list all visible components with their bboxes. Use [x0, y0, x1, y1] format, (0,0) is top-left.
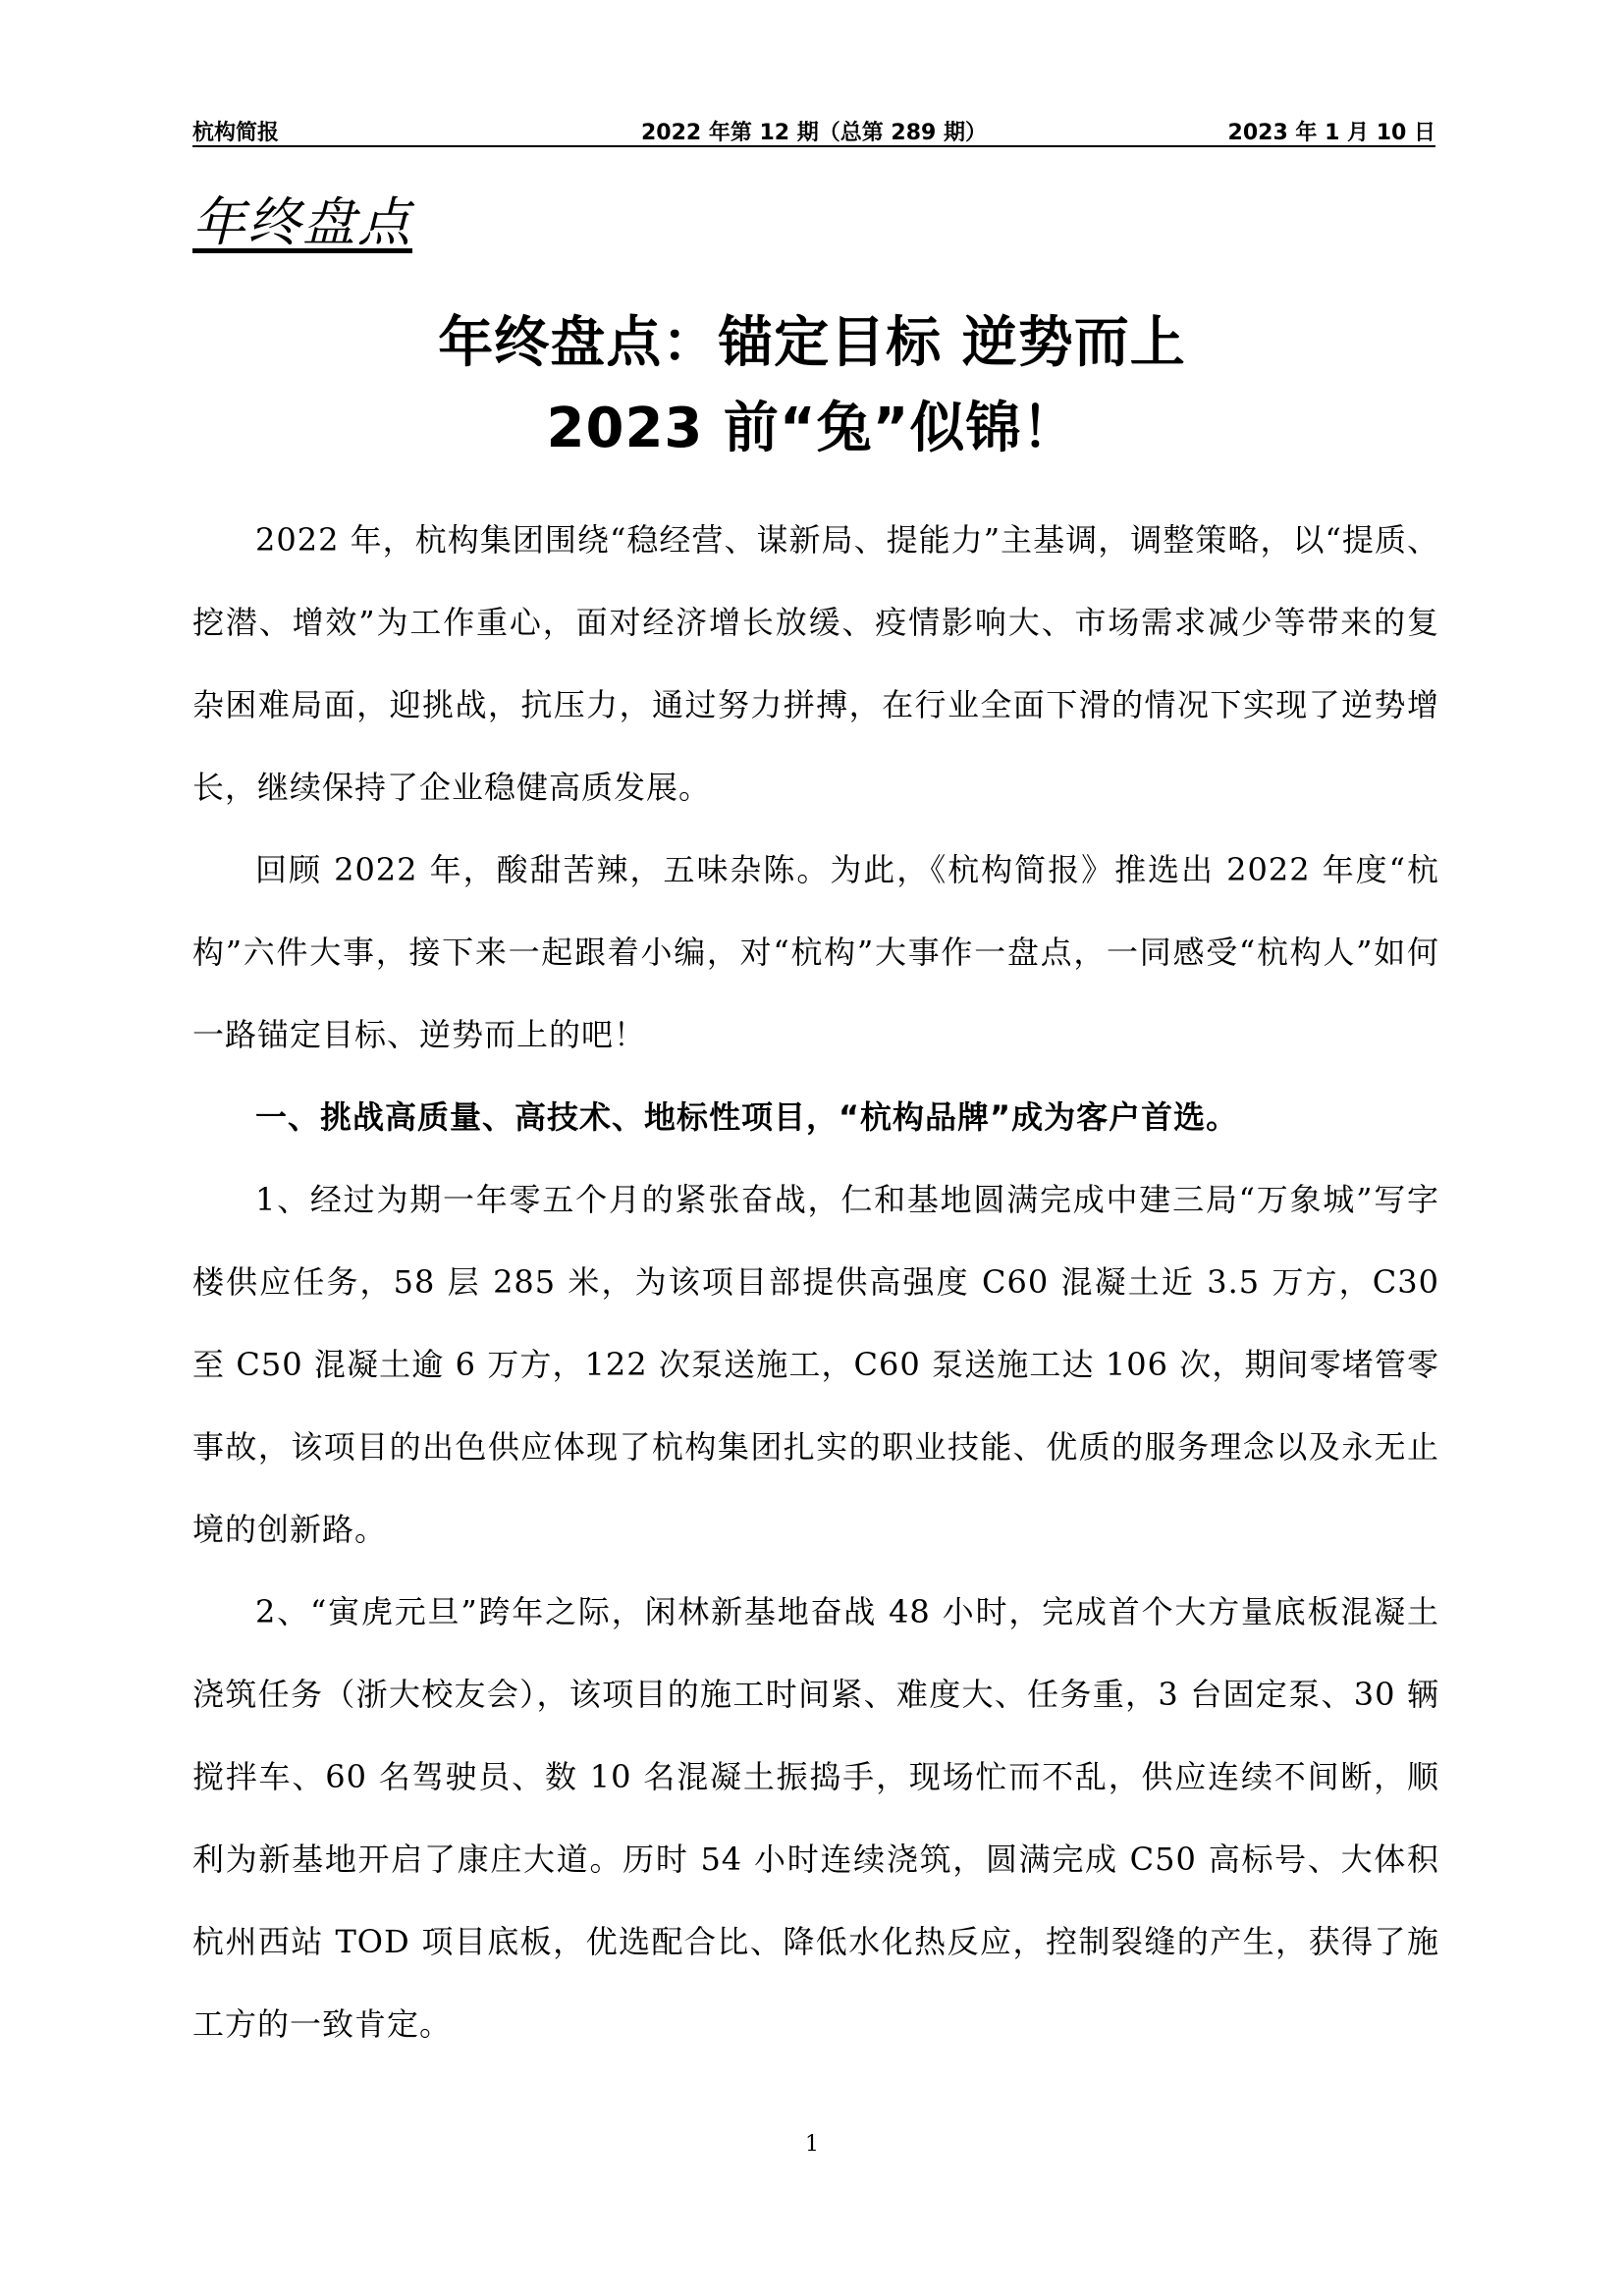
publication-date: 2023 年 1 月 10 日	[1227, 121, 1435, 145]
publication-name: 杭构简报	[192, 121, 280, 145]
paragraph: 2、“寅虎元旦”跨年之际，闲林新基地奋战 48 小时，完成首个大方量底板混凝土浇筑任务（浙大校友会），该项目的施工时间紧、难度大、任务重，3 台固定泵、30 辆搅拌车、60 名驾驶员、数 10 名混凝土振捣手，现场忙而不乱，供应连续不间断，顺利为新基地开启了康庄大道。历时 54 小时连续浇筑，圆满完成 C50 高标号、大体积杭州西站 TOD 项目底板，优选配合比、降低水化热反应，控制裂缝的产生，获得了施工方的一致肯定。	[192, 1593, 1439, 2043]
subsection-heading: 一、挑战高质量、高技术、地标性项目，“杭构品牌”成为客户首选。	[255, 1098, 1239, 1136]
paragraph: 2022 年，杭构集团围绕“稳经营、谋新局、提能力”主基调，调整策略，以“提质、挖潜、增效”为工作重心，面对经济增长放缓、疫情影响大、市场需求减少等带来的复杂困难局面，迎挑战，抗压力，通过努力拼搏，在行业全面下滑的情况下实现了逆势增长，继续保持了企业稳健高质发展。	[192, 521, 1439, 806]
page-header	[192, 106, 1435, 147]
paragraph: 1、经过为期一年零五个月的紧张奋战，仁和基地圆满完成中建三局“万象城”写字楼供应任务，58 层 285 米，为该项目部提供高强度 C60 混凝土近 3.5 万方，C30 至 C50 混凝土逾 6 万方，122 次泵送施工，C60 泵送施工达 106 次，期间零堵管零事故，该项目的出色供应体现了杭构集团扎实的职业技能、优质的服务理念以及永无止境的创新路。	[192, 1181, 1439, 1548]
section-label: 年终盘点	[192, 191, 412, 253]
page-number: 1	[805, 2132, 819, 2157]
article-title-line-2: 2023 前“兔”似锦！	[546, 397, 1078, 460]
paragraph: 回顾 2022 年，酸甜苦辣，五味杂陈。为此，《杭构简报》推选出 2022 年度“杭构”六件大事，接下来一起跟着小编，对“杭构”大事作一盘点，一同感受“杭构人”如何一路锚定目标、逆势而上的吧！	[192, 851, 1439, 1053]
article-body	[192, 499, 1439, 2065]
issue-number: 2022 年第 12 期（总第 289 期）	[640, 121, 988, 145]
article-title-line-1: 年终盘点：锚定目标 逆势而上	[438, 311, 1186, 375]
